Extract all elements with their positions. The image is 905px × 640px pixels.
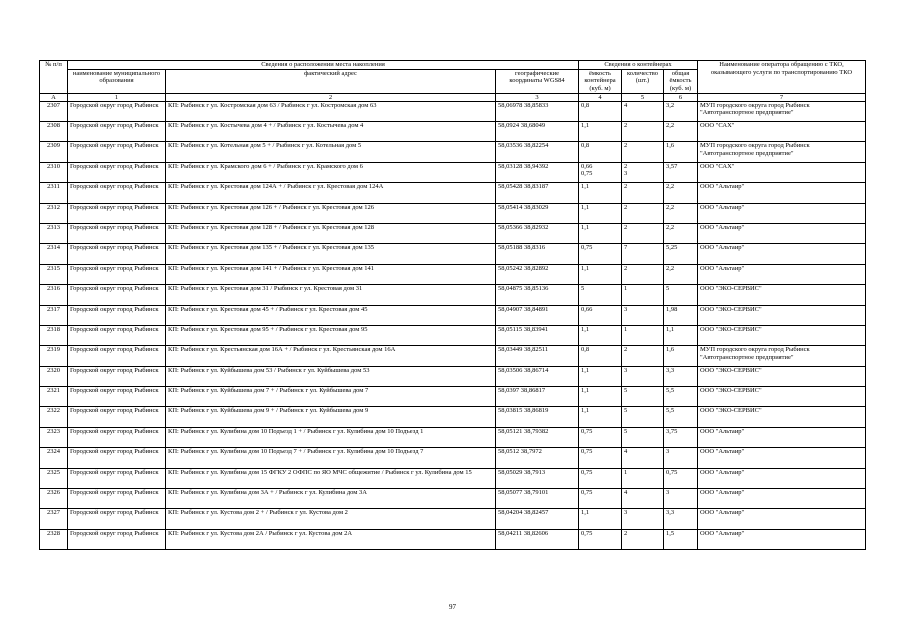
cell-count: 2 [622, 203, 664, 223]
cell-coords: 58,0512 38,7972 [496, 448, 579, 468]
cell-coords: 58,04211 38,82606 [496, 529, 579, 549]
cell-num: 2310 [40, 162, 68, 182]
header-container-group: Сведения о контейнерах [579, 61, 698, 70]
cell-capacity: 1,1 [579, 407, 622, 427]
table-row [40, 101, 866, 121]
page-number: 97 [449, 603, 456, 611]
cell-num: 2324 [40, 448, 68, 468]
cell-coords: 58,05366 38,82932 [496, 223, 579, 243]
cell-count: 2 [622, 346, 664, 366]
cell-num: 2318 [40, 325, 68, 345]
cell-coords: 58,05029 38,7913 [496, 468, 579, 488]
cell-capacity: 1,1 [579, 223, 622, 243]
column-index-cell: 1 [68, 93, 166, 101]
table-row [40, 407, 866, 427]
waste-sites-table [39, 60, 866, 550]
cell-coords: 58,05414 38,83029 [496, 203, 579, 223]
cell-total: 0,75 [664, 468, 698, 488]
cell-capacity: 1,1 [579, 264, 622, 284]
cell-coords: 58,05115 38,83941 [496, 325, 579, 345]
cell-operator: ООО "Альтаир" [698, 427, 866, 447]
header-operator: Наименование оператора обращению с ТКО, оказывающего услуги по транспортированию ТКО [698, 61, 866, 94]
cell-num: 2323 [40, 427, 68, 447]
cell-address: КП: Рыбинск г ул. Куйбышева дом 9 + / Рыбинск г ул. Куйбышева дом 9 [166, 407, 496, 427]
cell-num: 2322 [40, 407, 68, 427]
cell-count: 1 [622, 285, 664, 305]
cell-capacity: 0,66 0,75 [579, 162, 622, 182]
cell-municipality: Городской округ город Рыбинск [68, 407, 166, 427]
cell-num: 2311 [40, 183, 68, 203]
cell-operator: МУП городского округа город Рыбинск "Автотранспортное предприятие" [698, 101, 866, 121]
cell-operator: ООО "Альтаир" [698, 223, 866, 243]
cell-capacity: 1,1 [579, 325, 622, 345]
cell-operator: ООО "Альтаир" [698, 264, 866, 284]
registry-sheet [39, 60, 866, 550]
cell-num: 2319 [40, 346, 68, 366]
cell-capacity: 1,1 [579, 509, 622, 529]
header-total: общая ёмкость (куб. м) [664, 69, 698, 93]
cell-count: 4 [622, 448, 664, 468]
cell-total: 2,2 [664, 203, 698, 223]
column-index-row [40, 93, 866, 101]
cell-count: 4 [622, 489, 664, 509]
table-row [40, 325, 866, 345]
cell-operator: МУП городского округа город Рыбинск "Автотранспортное предприятие" [698, 142, 866, 162]
cell-coords: 58,05077 38,79101 [496, 489, 579, 509]
cell-total: 5,5 [664, 407, 698, 427]
cell-count: 4 [622, 101, 664, 121]
cell-num: 2321 [40, 387, 68, 407]
cell-address: КП: Рыбинск г ул. Крестовая дом 141 + / Рыбинск г ул. Крестовая дом 141 [166, 264, 496, 284]
cell-capacity: 0,75 [579, 427, 622, 447]
cell-municipality: Городской округ город Рыбинск [68, 285, 166, 305]
cell-coords: 58,0924 38,68049 [496, 121, 579, 141]
cell-address: КП: Рыбинск г ул. Крестовая дом 124А + / Рыбинск г ул. Крестовая дом 124А [166, 183, 496, 203]
cell-operator: ООО "Альтаир" [698, 183, 866, 203]
cell-address: КП: Рыбинск г ул. Кулибина дом 15 ФГКУ 2 ОФПС по ЯО МЧС общежитие / Рыбинск г ул. Кулибина дом 15 [166, 468, 496, 488]
cell-municipality: Городской округ город Рыбинск [68, 244, 166, 264]
cell-count: 2 3 [622, 162, 664, 182]
cell-coords: 58,04907 38,84891 [496, 305, 579, 325]
column-index-cell: 7 [698, 93, 866, 101]
cell-num: 2325 [40, 468, 68, 488]
cell-capacity: 1,1 [579, 387, 622, 407]
column-index-cell: 5 [622, 93, 664, 101]
cell-capacity: 0,75 [579, 529, 622, 549]
cell-municipality: Городской округ город Рыбинск [68, 529, 166, 549]
header-address: фактический адрес [166, 69, 496, 93]
cell-coords: 58,03449 38,82511 [496, 346, 579, 366]
cell-address: КП: Рыбинск г ул. Крамского дом 6 + / Рыбинск г ул. Крамского дом 6 [166, 162, 496, 182]
cell-municipality: Городской округ город Рыбинск [68, 264, 166, 284]
cell-coords: 58,03128 38,94392 [496, 162, 579, 182]
table-row [40, 162, 866, 182]
cell-operator: ООО "Альтаир" [698, 509, 866, 529]
cell-municipality: Городской округ город Рыбинск [68, 142, 166, 162]
table-row [40, 387, 866, 407]
cell-operator: ООО "Альтаир" [698, 448, 866, 468]
cell-capacity: 1,1 [579, 183, 622, 203]
cell-operator: ООО "Альтаир" [698, 529, 866, 549]
cell-total: 3,57 [664, 162, 698, 182]
cell-coords: 58,03536 38,82254 [496, 142, 579, 162]
table-row [40, 346, 866, 366]
cell-count: 3 [622, 366, 664, 386]
cell-total: 5 [664, 285, 698, 305]
cell-municipality: Городской округ город Рыбинск [68, 305, 166, 325]
cell-operator: ООО "ЭКО-СЕРВИС" [698, 366, 866, 386]
cell-capacity: 0,75 [579, 468, 622, 488]
table-row [40, 448, 866, 468]
cell-num: 2309 [40, 142, 68, 162]
header-municipality: наименование муниципального образования [68, 69, 166, 93]
cell-num: 2317 [40, 305, 68, 325]
cell-count: 2 [622, 264, 664, 284]
column-index-cell: А [40, 93, 68, 101]
cell-address: КП: Рыбинск г ул. Крестовая дом 45 + / Рыбинск г ул. Крестовая дом 45 [166, 305, 496, 325]
cell-num: 2320 [40, 366, 68, 386]
cell-capacity: 0,8 [579, 142, 622, 162]
cell-count: 7 [622, 244, 664, 264]
cell-num: 2312 [40, 203, 68, 223]
cell-address: КП: Рыбинск г ул. Крестовая дом 135 + / Рыбинск г ул. Крестовая дом 135 [166, 244, 496, 264]
cell-total: 2,2 [664, 121, 698, 141]
cell-capacity: 0,8 [579, 346, 622, 366]
table-row [40, 264, 866, 284]
cell-total: 3,3 [664, 509, 698, 529]
cell-municipality: Городской округ город Рыбинск [68, 509, 166, 529]
cell-address: КП: Рыбинск г ул. Куйбышева дом 7 + / Рыбинск г ул. Куйбышева дом 7 [166, 387, 496, 407]
cell-municipality: Городской округ город Рыбинск [68, 448, 166, 468]
cell-count: 2 [622, 223, 664, 243]
column-index-cell: 2 [166, 93, 496, 101]
table-row [40, 223, 866, 243]
cell-coords: 58,05242 38,82892 [496, 264, 579, 284]
column-index-cell: 6 [664, 93, 698, 101]
cell-capacity: 1,1 [579, 203, 622, 223]
cell-capacity: 0,75 [579, 448, 622, 468]
cell-operator: ООО "САХ" [698, 162, 866, 182]
cell-count: 2 [622, 183, 664, 203]
cell-count: 5 [622, 387, 664, 407]
cell-operator: ООО "ЭКО-СЕРВИС" [698, 285, 866, 305]
cell-municipality: Городской округ город Рыбинск [68, 183, 166, 203]
cell-coords: 58,05121 38,79382 [496, 427, 579, 447]
cell-operator: ООО "ЭКО-СЕРВИС" [698, 387, 866, 407]
cell-capacity: 0,75 [579, 244, 622, 264]
cell-address: КП: Рыбинск г ул. Кустова дом 2 + / Рыбинск г ул. Кустова дом 2 [166, 509, 496, 529]
cell-num: 2308 [40, 121, 68, 141]
cell-operator: ООО "САХ" [698, 121, 866, 141]
cell-operator: ООО "Альтаир" [698, 203, 866, 223]
cell-total: 2,2 [664, 223, 698, 243]
table-row [40, 121, 866, 141]
cell-num: 2314 [40, 244, 68, 264]
cell-num: 2307 [40, 101, 68, 121]
cell-total: 3 [664, 489, 698, 509]
cell-municipality: Городской округ город Рыбинск [68, 203, 166, 223]
cell-address: КП: Рыбинск г ул. Куйбышева дом 53 / Рыбинск г ул. Куйбышева дом 53 [166, 366, 496, 386]
cell-municipality: Городской округ город Рыбинск [68, 121, 166, 141]
cell-total: 1,6 [664, 142, 698, 162]
cell-num: 2326 [40, 489, 68, 509]
table-row [40, 427, 866, 447]
cell-address: КП: Рыбинск г ул. Кулибина дом 3А + / Рыбинск г ул. Кулибина дом 3А [166, 489, 496, 509]
column-index-cell: 3 [496, 93, 579, 101]
table-row [40, 285, 866, 305]
cell-total: 1,6 [664, 346, 698, 366]
table-row [40, 305, 866, 325]
header-location-group: Сведения о расположении места накопления [68, 61, 579, 70]
cell-count: 3 [622, 509, 664, 529]
cell-municipality: Городской округ город Рыбинск [68, 468, 166, 488]
cell-operator: ООО "Альтаир" [698, 489, 866, 509]
cell-operator: ООО "ЭКО-СЕРВИС" [698, 305, 866, 325]
cell-address: КП: Рыбинск г ул. Крестовая дом 128 + / Рыбинск г ул. Крестовая дом 128 [166, 223, 496, 243]
cell-coords: 58,0397 38,86817 [496, 387, 579, 407]
cell-total: 1,1 [664, 325, 698, 345]
header-capacity: ёмкость контейнера (куб. м) [579, 69, 622, 93]
cell-municipality: Городской округ город Рыбинск [68, 366, 166, 386]
cell-operator: ООО "ЭКО-СЕРВИС" [698, 407, 866, 427]
cell-coords: 58,05188 38,8316 [496, 244, 579, 264]
cell-capacity: 0,8 [579, 101, 622, 121]
table-row [40, 203, 866, 223]
header-count: количество (шт.) [622, 69, 664, 93]
cell-coords: 58,04875 38,85136 [496, 285, 579, 305]
table-row [40, 509, 866, 529]
table-row [40, 244, 866, 264]
table-row [40, 366, 866, 386]
cell-address: КП: Рыбинск г ул. Крестовая дом 126 + / Рыбинск г ул. Крестовая дом 126 [166, 203, 496, 223]
cell-total: 5,5 [664, 387, 698, 407]
table-body [40, 101, 866, 550]
table-row [40, 468, 866, 488]
cell-num: 2327 [40, 509, 68, 529]
cell-address: КП: Рыбинск г ул. Костычева дом 4 + / Рыбинск г ул. Костычева дом 4 [166, 121, 496, 141]
cell-count: 1 [622, 325, 664, 345]
cell-municipality: Городской округ город Рыбинск [68, 325, 166, 345]
cell-operator: МУП городского округа город Рыбинск "Автотранспортное предприятие" [698, 346, 866, 366]
cell-address: КП: Рыбинск г ул. Кустова дом 2А / Рыбинск г ул. Кустова дом 2А [166, 529, 496, 549]
cell-coords: 58,04204 38,82457 [496, 509, 579, 529]
table-row [40, 183, 866, 203]
cell-address: КП: Рыбинск г ул. Крестовая дом 95 + / Рыбинск г ул. Крестовая дом 95 [166, 325, 496, 345]
cell-municipality: Городской округ город Рыбинск [68, 162, 166, 182]
column-index-cell: 4 [579, 93, 622, 101]
cell-capacity: 5 [579, 285, 622, 305]
cell-operator: ООО "Альтаир" [698, 244, 866, 264]
cell-total: 3,3 [664, 366, 698, 386]
cell-address: КП: Рыбинск г ул. Кулибина дом 10 Подъезд 1 + / Рыбинск г ул. Кулибина дом 10 Подъезд 1 [166, 427, 496, 447]
cell-municipality: Городской округ город Рыбинск [68, 387, 166, 407]
cell-count: 2 [622, 142, 664, 162]
cell-coords: 58,06978 38,85833 [496, 101, 579, 121]
table-row [40, 529, 866, 549]
cell-count: 1 [622, 468, 664, 488]
cell-coords: 58,03815 38,86819 [496, 407, 579, 427]
cell-num: 2315 [40, 264, 68, 284]
cell-municipality: Городской округ город Рыбинск [68, 346, 166, 366]
cell-total: 3 [664, 448, 698, 468]
cell-municipality: Городской округ город Рыбинск [68, 101, 166, 121]
cell-total: 3,2 [664, 101, 698, 121]
cell-count: 2 [622, 121, 664, 141]
cell-num: 2313 [40, 223, 68, 243]
cell-count: 2 [622, 529, 664, 549]
cell-address: КП: Рыбинск г ул. Крестьянская дом 16А + / Рыбинск г ул. Крестьянская дом 16А [166, 346, 496, 366]
cell-total: 5,25 [664, 244, 698, 264]
cell-operator: ООО "ЭКО-СЕРВИС" [698, 325, 866, 345]
table-header [40, 61, 866, 102]
header-num: № п/п [40, 61, 68, 94]
cell-count: 5 [622, 407, 664, 427]
cell-num: 2316 [40, 285, 68, 305]
cell-num: 2328 [40, 529, 68, 549]
header-coords: географические координаты WGS84 [496, 69, 579, 93]
cell-total: 2,2 [664, 183, 698, 203]
cell-address: КП: Рыбинск г ул. Крестовая дом 31 / Рыбинск г ул. Крестовая дом 31 [166, 285, 496, 305]
cell-address: КП: Рыбинск г ул. Кулибина дом 10 Подъезд 7 + / Рыбинск г ул. Кулибина дом 10 Подъезд 7 [166, 448, 496, 468]
table-row [40, 489, 866, 509]
cell-total: 3,75 [664, 427, 698, 447]
cell-municipality: Городской округ город Рыбинск [68, 489, 166, 509]
cell-count: 3 [622, 305, 664, 325]
cell-total: 2,2 [664, 264, 698, 284]
table-row [40, 142, 866, 162]
cell-municipality: Городской округ город Рыбинск [68, 427, 166, 447]
cell-total: 1,5 [664, 529, 698, 549]
cell-coords: 58,05428 38,83187 [496, 183, 579, 203]
cell-capacity: 1,1 [579, 121, 622, 141]
cell-capacity: 1,1 [579, 366, 622, 386]
cell-address: КП: Рыбинск г ул. Котельная дом 5 + / Рыбинск г ул. Котельная дом 5 [166, 142, 496, 162]
cell-total: 1,98 [664, 305, 698, 325]
cell-operator: ООО "Альтаир" [698, 468, 866, 488]
cell-address: КП: Рыбинск г ул. Костромская дом 63 / Рыбинск г ул. Костромская дом 63 [166, 101, 496, 121]
cell-capacity: 0,75 [579, 489, 622, 509]
cell-municipality: Городской округ город Рыбинск [68, 223, 166, 243]
cell-capacity: 0,66 [579, 305, 622, 325]
cell-coords: 58,03506 38,86714 [496, 366, 579, 386]
cell-count: 5 [622, 427, 664, 447]
